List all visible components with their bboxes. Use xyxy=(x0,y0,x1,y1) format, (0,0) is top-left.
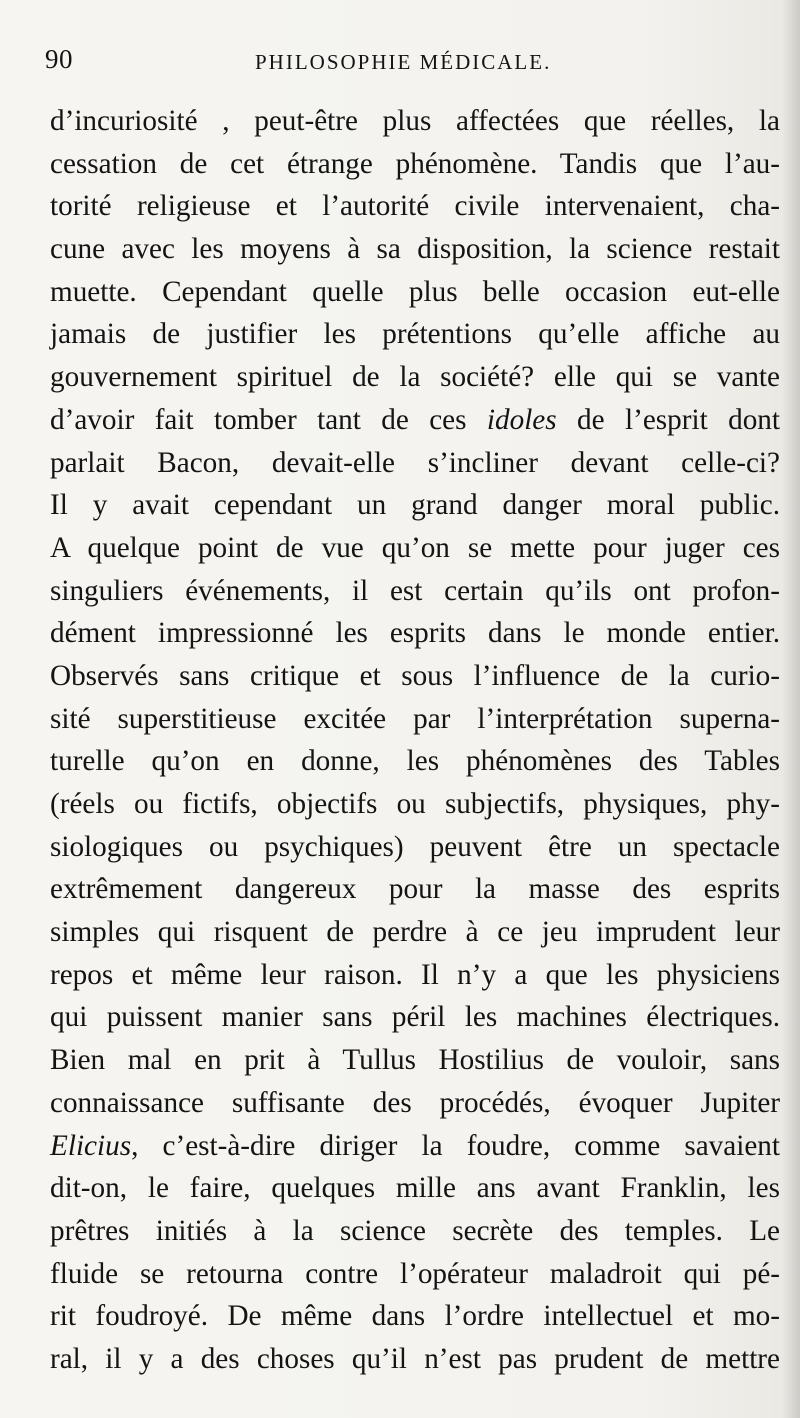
text-segment: turelle qu’on en donne, les phénomènes des Tables xyxy=(50,745,780,778)
text-line xyxy=(50,655,780,698)
text-segment: prêtres initiés à la science secrète des temples. Le xyxy=(50,1214,780,1247)
text-line xyxy=(50,228,780,271)
text-line xyxy=(50,1125,780,1168)
text-line xyxy=(50,442,780,485)
text-line xyxy=(50,1210,780,1253)
text-segment: Observés sans critique et sous l’influence de la curio- xyxy=(50,659,780,692)
text-line xyxy=(50,399,780,442)
text-line xyxy=(50,271,780,314)
text-segment: fluide se retourna contre l’opérateur maladroit qui pé- xyxy=(50,1257,780,1290)
text-line xyxy=(50,1295,780,1338)
text-segment: d’avoir fait tomber tant de ces xyxy=(50,403,487,436)
italic-text-segment: Elicius xyxy=(50,1129,132,1162)
text-line xyxy=(50,911,780,954)
text-segment: cune avec les moyens à sa disposition, la science restait xyxy=(50,233,780,266)
page-header xyxy=(45,44,757,84)
text-segment: siologiques ou psychiques) peuvent être un spectacle xyxy=(50,830,780,863)
text-line xyxy=(50,996,780,1039)
text-segment: jamais de justifier les prétentions qu’elle affiche au xyxy=(50,318,780,351)
text-segment: qui puissent manier sans péril les machines électriques. xyxy=(50,1001,780,1034)
text-line xyxy=(50,783,780,826)
text-line xyxy=(50,484,780,527)
text-segment: sité superstitieuse excitée par l’interprétation superna- xyxy=(50,702,780,735)
text-line xyxy=(50,527,780,570)
page-edge-shadow xyxy=(782,0,800,1418)
text-line xyxy=(50,1082,780,1125)
text-segment: , c’est-à-dire diriger la foudre, comme savaient xyxy=(131,1129,780,1162)
running-head: PHILOSOPHIE MÉDICALE. xyxy=(255,50,552,74)
text-segment: d’incuriosité , peut-être plus affectées que réelles, la xyxy=(50,105,780,137)
text-segment: singuliers événements, il est certain qu’ils ont profon- xyxy=(50,574,780,607)
text-segment: ral, il y a des choses qu’il n’est pas prudent de mettre xyxy=(50,1342,780,1375)
text-line xyxy=(50,570,780,613)
text-line xyxy=(50,143,780,186)
text-line xyxy=(50,1338,780,1381)
text-line xyxy=(50,1167,780,1210)
text-line xyxy=(50,826,780,869)
text-segment: A quelque point de vue qu’on se mette pour juger ces xyxy=(50,531,780,564)
text-line xyxy=(50,1039,780,1082)
text-segment: Il y avait cependant un grand danger moral public. xyxy=(50,489,780,522)
text-segment: (réels ou fictifs, objectifs ou subjectifs, physiques, phy- xyxy=(50,788,780,820)
text-line xyxy=(50,954,780,997)
text-segment: de l’esprit dont xyxy=(556,403,780,436)
italic-text-segment: idoles xyxy=(486,403,557,436)
text-segment: gouvernement spirituel de la société? elle qui se vante xyxy=(50,361,780,394)
text-segment: cessation de cet étrange phénomène. Tandis que l’au- xyxy=(50,147,780,180)
text-line xyxy=(50,1253,780,1296)
text-segment: rit foudroyé. De même dans l’ordre intellectuel et mo- xyxy=(50,1300,780,1333)
text-segment: repos et même leur raison. Il n’y a que les physiciens xyxy=(50,958,780,991)
text-line xyxy=(50,698,780,741)
text-segment: connaissance suffisante des procédés, évoquer Jupiter xyxy=(50,1086,780,1119)
text-line xyxy=(50,185,780,228)
text-line xyxy=(50,100,780,143)
text-segment: dit-on, le faire, quelques mille ans avant Franklin, les xyxy=(50,1172,780,1205)
text-segment: extrêmement dangereux pour la masse des esprits xyxy=(50,873,780,906)
text-segment: Bien mal en prit à Tullus Hostilius de vouloir, sans xyxy=(50,1044,780,1077)
page-number: 90 xyxy=(45,44,73,74)
text-segment: muette. Cependant quelle plus belle occasion eut-elle xyxy=(50,275,780,308)
text-line xyxy=(50,868,780,911)
text-segment: parlait Bacon, devait-elle s’incliner devant celle-ci? xyxy=(50,446,780,479)
body-text xyxy=(50,100,780,1381)
text-segment: dément impressionné les esprits dans le monde entier. xyxy=(50,617,780,650)
text-line xyxy=(50,356,780,399)
text-line xyxy=(50,612,780,655)
text-line xyxy=(50,740,780,783)
text-line xyxy=(50,313,780,356)
text-segment: simples qui risquent de perdre à ce jeu imprudent leur xyxy=(50,916,780,949)
text-segment: torité religieuse et l’autorité civile intervenaient, cha- xyxy=(50,190,780,223)
